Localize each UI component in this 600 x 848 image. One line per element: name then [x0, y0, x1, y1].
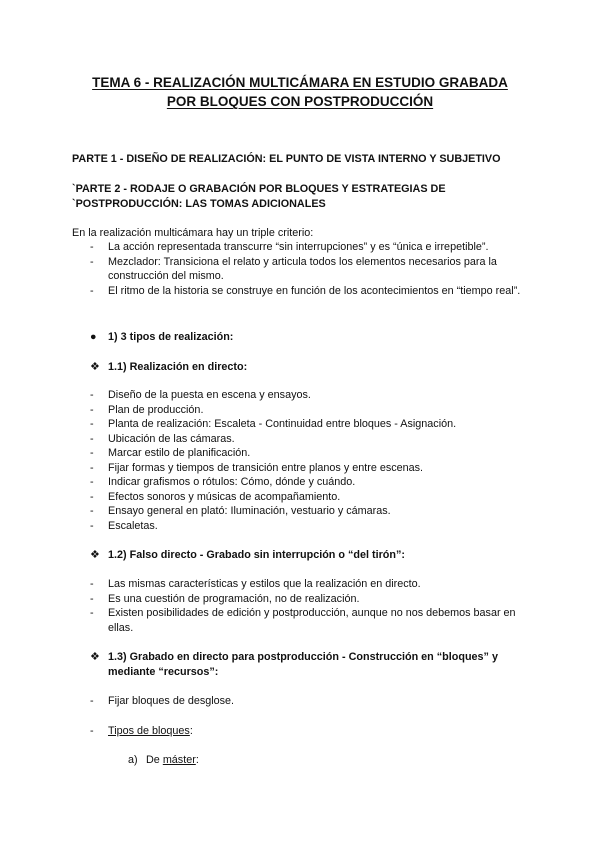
list-item — [72, 724, 542, 739]
diamond-bullet-icon: ❖ — [90, 651, 100, 663]
directo-heading-text: 1.1) Realización en directo: — [108, 361, 248, 373]
dash-marker: - — [90, 505, 94, 517]
directo-item-text: Diseño de la puesta en escena y ensayos. — [108, 389, 311, 401]
tipos-heading-text: 1) 3 tipos de realización: — [108, 331, 234, 343]
dash-marker: - — [90, 519, 94, 532]
dash-marker: - — [90, 389, 94, 401]
list-item — [72, 446, 542, 461]
bullet-dot-icon: ● — [90, 331, 97, 343]
post-item-text: Fijar bloques de desglose. — [108, 695, 235, 707]
list-item — [72, 592, 542, 607]
parte-1-heading: PARTE 1 - DISEÑO DE REALIZACIÓN: EL PUNTO DE VISTA INTERNO Y SUBJETIVO — [72, 153, 501, 165]
sub-item-prefix: De — [146, 754, 163, 766]
title-line-2: POR BLOQUES CON POSTPRODUCCIÓN — [166, 94, 434, 109]
list-item — [72, 284, 542, 299]
parte-2-line-2: `POSTPRODUCCIÓN: LAS TOMAS ADICIONALES — [72, 198, 326, 210]
tipos-bloques-text: Tipos de bloques — [108, 725, 190, 737]
dash-marker: - — [90, 284, 94, 297]
parte-2-line-1: `PARTE 2 - RODAJE O GRABACIÓN POR BLOQUES Y ESTRATEGIAS DE — [72, 183, 446, 195]
diamond-bullet-icon: ❖ — [90, 361, 100, 373]
list-item — [72, 432, 542, 447]
title-line-1: TEMA 6 - REALIZACIÓN MULTICÁMARA EN ESTUDIO GRABADA — [92, 75, 508, 90]
parte-2-heading — [72, 182, 446, 212]
falso-heading-rest: - Grabado sin interrupción o “del tirón”: — [196, 549, 405, 561]
dash-marker: - — [90, 447, 94, 459]
list-item — [72, 388, 542, 403]
dash-marker: - — [90, 607, 94, 619]
directo-item-text: Fijar formas y tiempos de transición entre planos y entre escenas. — [108, 461, 424, 474]
list-item — [72, 461, 542, 476]
directo-list — [72, 388, 542, 533]
directo-item-text: Efectos sonoros y músicas de acompañamiento. — [108, 490, 341, 503]
directo-item-text: Ubicación de las cámaras. — [108, 432, 235, 445]
criteria-item-text: Mezclador: Transiciona el relato y articula todos los elementos necesarios para la construcción del mismo. — [108, 255, 497, 282]
dash-marker: - — [90, 418, 94, 430]
criteria-list — [72, 240, 542, 298]
post-list-2 — [72, 724, 542, 739]
list-item — [72, 577, 542, 592]
post-heading-text — [108, 650, 528, 680]
directo-item-text: Plan de producción. — [108, 403, 204, 416]
list-item — [72, 694, 542, 709]
sub-item-a — [128, 753, 199, 768]
criteria-item-text: El ritmo de la historia se construye en función de los acontecimientos en “tiempo real”. — [108, 284, 521, 297]
dash-marker: - — [90, 403, 94, 416]
dash-marker: - — [90, 476, 94, 488]
directo-item-text: Marcar estilo de planificación. — [108, 447, 251, 459]
list-item — [72, 417, 542, 432]
dash-marker: - — [90, 255, 94, 268]
document-title — [60, 73, 540, 111]
list-item — [72, 403, 542, 418]
directo-item-text: Indicar grafismos o rótulos: Cómo, dónde y cuándo. — [108, 476, 356, 488]
dash-marker: - — [90, 241, 94, 253]
falso-item-text: Es una cuestión de programación, no de realización. — [108, 592, 360, 605]
falso-heading-title: 1.2) Falso directo — [108, 549, 197, 561]
falso-heading-text — [108, 548, 405, 563]
sub-item-colon: : — [195, 754, 199, 766]
list-item — [72, 475, 542, 490]
directo-item-text: Escaletas. — [108, 519, 158, 532]
sub-item-letter: a) — [128, 754, 138, 766]
directo-item-text: Planta de realización: Escaleta - Continuidad entre bloques - Asignación. — [108, 418, 457, 430]
dash-marker: - — [90, 592, 94, 605]
dash-marker: - — [90, 695, 94, 707]
list-item — [72, 519, 542, 534]
falso-list — [72, 577, 542, 635]
sub-item-word: máster — [162, 754, 196, 766]
post-heading-title: 1.3) Grabado en directo para postproducción — [108, 651, 339, 663]
criteria-item-text: La acción representada transcurre “sin interrupciones” y es “única e irrepetible”. — [108, 241, 489, 253]
dash-marker: - — [90, 432, 94, 445]
dash-marker: - — [90, 490, 94, 503]
list-item — [72, 240, 542, 255]
dash-marker: - — [90, 461, 94, 474]
post-list-1 — [72, 694, 542, 709]
post-heading-rest: - Construcción en “bloques” y mediante “recursos”: — [108, 651, 498, 678]
dash-marker: - — [90, 578, 94, 590]
diamond-bullet-icon: ❖ — [90, 549, 100, 561]
list-item — [72, 255, 542, 284]
falso-item-text: Las mismas características y estilos que la realización en directo. — [108, 578, 421, 590]
intro-paragraph: En la realización multicámara hay un triple criterio: — [72, 227, 314, 239]
tipos-bloques-colon: : — [189, 725, 193, 737]
list-item — [72, 490, 542, 505]
falso-item-text: Existen posibilidades de edición y postproducción, aunque no nos debemos basar en ellas. — [108, 607, 516, 634]
dash-marker: - — [90, 725, 94, 737]
list-item — [72, 606, 542, 635]
list-item — [72, 504, 542, 519]
directo-item-text: Ensayo general en plató: Iluminación, vestuario y cámaras. — [108, 505, 391, 517]
